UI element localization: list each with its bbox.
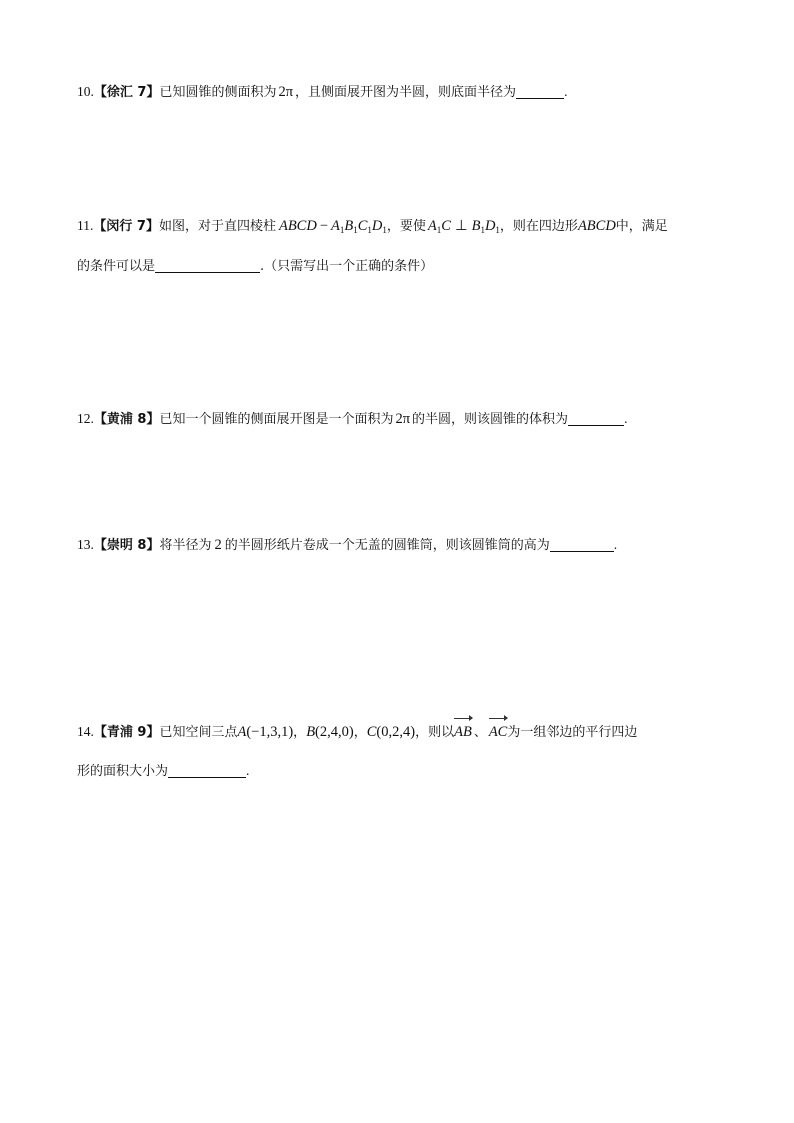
vector-arrow-icon <box>489 718 508 725</box>
question-text: 的半圆，则该圆锥的体积为 <box>412 412 569 427</box>
question-14-line-2 <box>77 761 727 782</box>
question-source: 【青浦 9】 <box>93 725 160 740</box>
separator: 、 <box>473 725 487 740</box>
math-prism-top: $A_1B_1C_1D_1$ <box>331 218 387 235</box>
math-point-c: C(0,2,4) <box>366 724 416 740</box>
math-dash: − <box>319 218 329 234</box>
question-number: 10. <box>77 84 94 99</box>
question-text: ，则在四边形 <box>499 219 578 234</box>
answer-blank[interactable] <box>168 763 246 778</box>
question-number: 14. <box>77 724 94 739</box>
question-11 <box>77 216 727 237</box>
question-source: 【崇明 8】 <box>93 538 160 553</box>
question-number: 12. <box>77 411 94 426</box>
math-value: 2π <box>395 411 411 427</box>
question-number: 13. <box>77 537 94 552</box>
question-text: 为一组邻边的平行四边 <box>507 725 638 740</box>
separator: ， <box>293 725 307 740</box>
question-source: 【闵行 7】 <box>93 219 159 234</box>
math-value: 2 <box>214 537 222 553</box>
separator: ， <box>353 725 367 740</box>
question-source: 【徐汇 7】 <box>93 85 160 100</box>
answer-blank[interactable] <box>516 84 564 99</box>
math-value: 2π <box>278 84 294 100</box>
question-text: 已知一个圆锥的侧面展开图是一个面积为 <box>159 412 394 427</box>
question-text: 如图，对于直四棱柱 <box>158 219 276 234</box>
answer-blank[interactable] <box>550 537 614 552</box>
question-text: 已知圆锥的侧面积为 <box>159 85 277 100</box>
question-end: . <box>246 763 250 778</box>
question-text: 的条件可以是 <box>77 259 156 274</box>
math-prism-base: ABCD <box>278 218 317 234</box>
question-source: 【黄浦 8】 <box>93 412 160 427</box>
question-text: 中，满足 <box>615 219 668 234</box>
question-text: ，则以 <box>415 725 455 740</box>
question-text: 的半圆形纸片卷成一个无盖的圆锥筒，则该圆锥筒的高为 <box>224 538 550 553</box>
question-text: 形的面积大小为 <box>77 764 169 779</box>
question-end: . <box>624 411 628 426</box>
question-14 <box>77 722 727 743</box>
question-text: 将半径为 <box>159 538 212 553</box>
question-10 <box>77 82 727 103</box>
vector-ac: AC <box>489 722 508 742</box>
question-11-line-2 <box>77 256 727 277</box>
question-13 <box>77 535 727 556</box>
question-text: 已知空间三点 <box>159 725 238 740</box>
answer-blank[interactable] <box>155 258 260 273</box>
vector-ab: AB <box>454 722 472 742</box>
question-text: ，且侧面展开图为半圆，则底面半径为 <box>295 85 517 100</box>
question-text: ，要使 <box>386 219 426 234</box>
question-end: . <box>613 537 618 552</box>
question-note: .（只需写出一个正确的条件） <box>260 259 434 274</box>
math-quadrilateral: ABCD <box>577 218 616 234</box>
math-point-a: A(−1,3,1) <box>237 724 294 740</box>
question-12 <box>77 409 727 430</box>
math-condition: $A_1C$ ⊥ $B_1D_1$ <box>427 218 500 235</box>
math-point-b: B(2,4,0) <box>306 724 354 740</box>
vector-arrow-icon <box>454 718 472 725</box>
question-number: 11. <box>77 218 94 233</box>
answer-blank[interactable] <box>568 411 624 426</box>
question-end: . <box>564 84 568 99</box>
